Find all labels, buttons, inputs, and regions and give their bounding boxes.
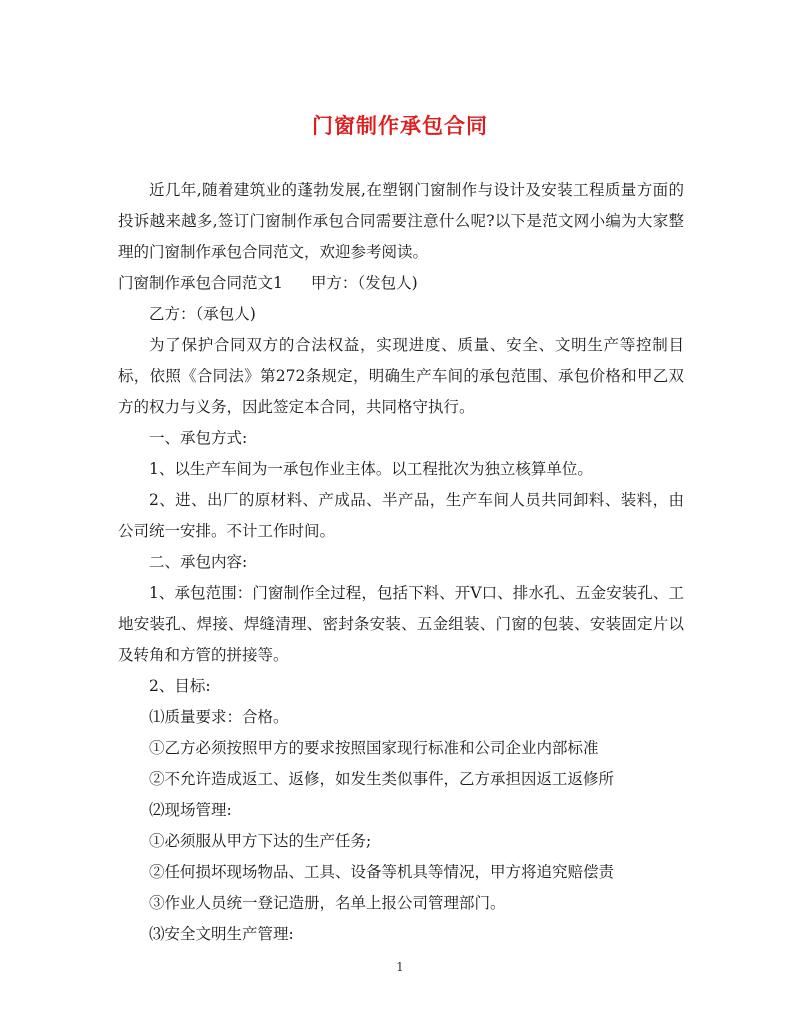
sample-heading-line [118,268,684,299]
party-a: 甲方：（发包人) [310,274,418,292]
quality-clause-1: ①乙方必须按照甲方的要求按照国家现行标准和公司企业内部标准 [149,739,599,757]
party-b: 乙方：（承包人) [149,305,256,323]
section1-item1: 1、以生产车间为一承包作业主体。以工程批次为独立核算单位。 [149,460,593,478]
document-body [118,175,684,950]
sample-heading: 门窗制作承包合同范文1 [118,274,283,292]
intro-paragraph: 近几年,随着建筑业的蓬勃发展,在塑钢门窗制作与设计及安装工程质量方面的投诉越来越多,签订门窗制作承包合同需要注意什么呢?以下是范文网小编为大家整理的门窗制作承包合同范文，欢迎参考阅读。 [118,181,684,261]
section2-item1: 1、承包范围：门窗制作全过程，包括下料、开V口、排水孔、五金安装孔、工地安装孔、焊接、焊缝清理、密封条安装、五金组装、门窗的包装、安装固定片以及转角和方管的拼接等。 [118,584,684,664]
section2-item2: 2、目标: [149,677,211,695]
purpose-paragraph: 为了保护合同双方的合法权益，实现进度、质量、安全、文明生产等控制目标，依照《合同法》第272条规定，明确生产车间的承包范围、承包价格和甲乙双方的权力与义务，因此签定本合同，共同格守执行。 [118,336,684,416]
safety-management: ⑶安全文明生产管理: [149,925,294,943]
section1-title: 一、承包方式: [149,429,248,447]
site-clause-2: ②任何损坏现场物品、工具、设备等机具等情况，甲方将追究赔偿责 [149,863,615,881]
page-number: 1 [396,960,404,974]
quality-clause-2: ②不允许造成返工、返修，如发生类似事件，乙方承担因返工返修所 [149,770,615,788]
document-title: 门窗制作承包合同 [312,113,488,138]
quality-requirement: ⑴质量要求：合格。 [149,708,289,726]
site-management: ⑵现场管理: [149,801,232,819]
site-clause-3: ③作业人员统一登记造册，名单上报公司管理部门。 [149,894,506,912]
site-clause-1: ①必须服从甲方下达的生产任务; [149,832,372,850]
section1-item2: 2、进、出厂的原材料、产成品、半产品，生产车间人员共同卸料、装料，由公司统一安排。不计工作时间。 [118,491,684,540]
section2-title: 二、承包内容: [149,553,248,571]
